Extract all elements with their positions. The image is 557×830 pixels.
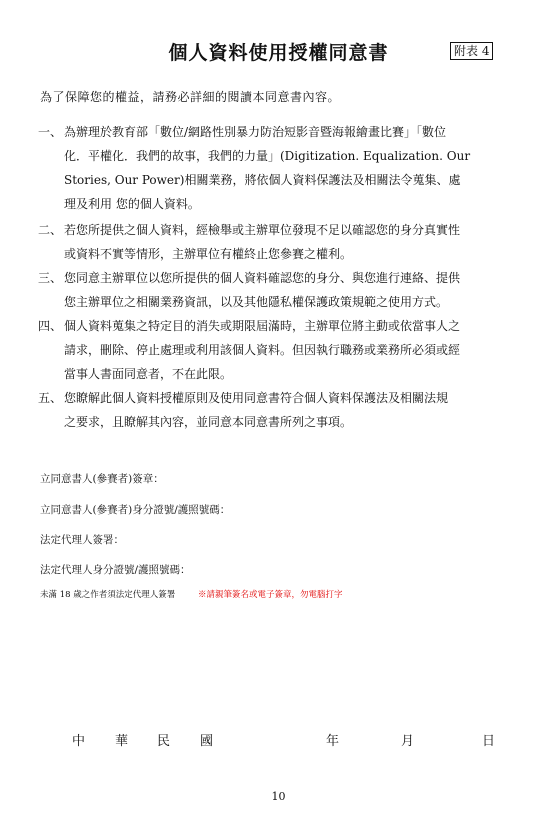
appendix-tag: 附表 4	[450, 42, 493, 60]
date-year-label: 年	[326, 734, 340, 749]
page-number: 10	[271, 790, 286, 803]
clause-2	[38, 218, 498, 266]
clause-4-line-2: 請求，刪除、停止處理或利用該個人資料。但因執行職務或業務所必須或經	[64, 343, 461, 357]
clause-3-line-1: 您同意主辦單位以您所提供的個人資料確認您的身分、與您進行連絡、提供	[64, 271, 461, 285]
consenter-id-label: 立同意書人(參賽者)身分證號/護照號碼：	[40, 504, 231, 516]
clause-4-line-1: 個人資料蒐集之特定目的消失或期限屆滿時，主辦單位將主動或依當事人之	[64, 319, 461, 333]
clause-1-line-3: Stories, Our Power)相關業務，將依個人資料保護法及相關法令蒐集、處	[64, 173, 461, 187]
clause-1-number: 一、	[38, 125, 63, 139]
minor-guardian-note: 未滿 18 歲之作者須法定代理人簽署	[40, 590, 176, 600]
guardian-signature-label: 法定代理人簽署：	[40, 534, 124, 546]
date-country-char-1: 中	[72, 734, 86, 749]
page-title: 個人資料使用授權同意書	[168, 42, 389, 64]
date-country-char-4: 國	[200, 734, 214, 749]
minor-note-row	[40, 588, 342, 600]
clause-5-number: 五、	[38, 391, 63, 405]
clause-5-line-2: 之要求，且瞭解其內容，並同意本同意書所列之事項。	[64, 415, 353, 429]
clause-2-line-2: 或資料不實等情形，主辦單位有權終止您參賽之權利。	[64, 247, 353, 261]
clause-3-line-2: 您主辦單位之相關業務資訊，以及其他隱私權保護政策規範之使用方式。	[64, 295, 449, 309]
date-country-char-2: 華	[115, 734, 129, 749]
clause-2-number: 二、	[38, 223, 63, 237]
consenter-signature-label: 立同意書人(參賽者)簽章：	[40, 473, 164, 485]
clause-5-line-1: 您瞭解此個人資料授權原則及使用同意書符合個人資料保護法及相關法規	[64, 391, 449, 405]
clause-1-line-2: 化．平權化．我們的故事，我們的力量」(Digitization. Equalization. Our	[64, 149, 471, 163]
clause-1-line-4: 理及利用 您的個人資料。	[64, 197, 200, 211]
intro-text: 為了保障您的權益，請務必詳細的閱讀本同意書內容。	[40, 90, 341, 104]
clause-4	[38, 314, 498, 386]
clause-2-line-1: 若您所提供之個人資料，經檢舉或主辦單位發現不足以確認您的身分真實性	[64, 223, 461, 237]
clause-3	[38, 266, 498, 314]
clause-1	[38, 120, 498, 216]
clause-3-number: 三、	[38, 271, 63, 285]
guardian-id-label: 法定代理人身分證號/護照號碼：	[40, 564, 191, 576]
clause-5	[38, 386, 498, 434]
date-row	[0, 730, 557, 750]
clause-1-line-1: 為辦理於教育部「數位/網路性別暴力防治短影音暨海報繪畫比賽」「數位	[64, 125, 447, 139]
date-month-label: 月	[401, 734, 415, 749]
date-day-label: 日	[482, 734, 496, 749]
clause-4-number: 四、	[38, 319, 63, 333]
date-country-char-3: 民	[157, 734, 171, 749]
handwritten-signature-warning: ※請親筆簽名或電子簽章，勿電腦打字	[197, 590, 343, 600]
clause-4-line-3: 當事人書面同意者，不在此限。	[64, 367, 233, 381]
